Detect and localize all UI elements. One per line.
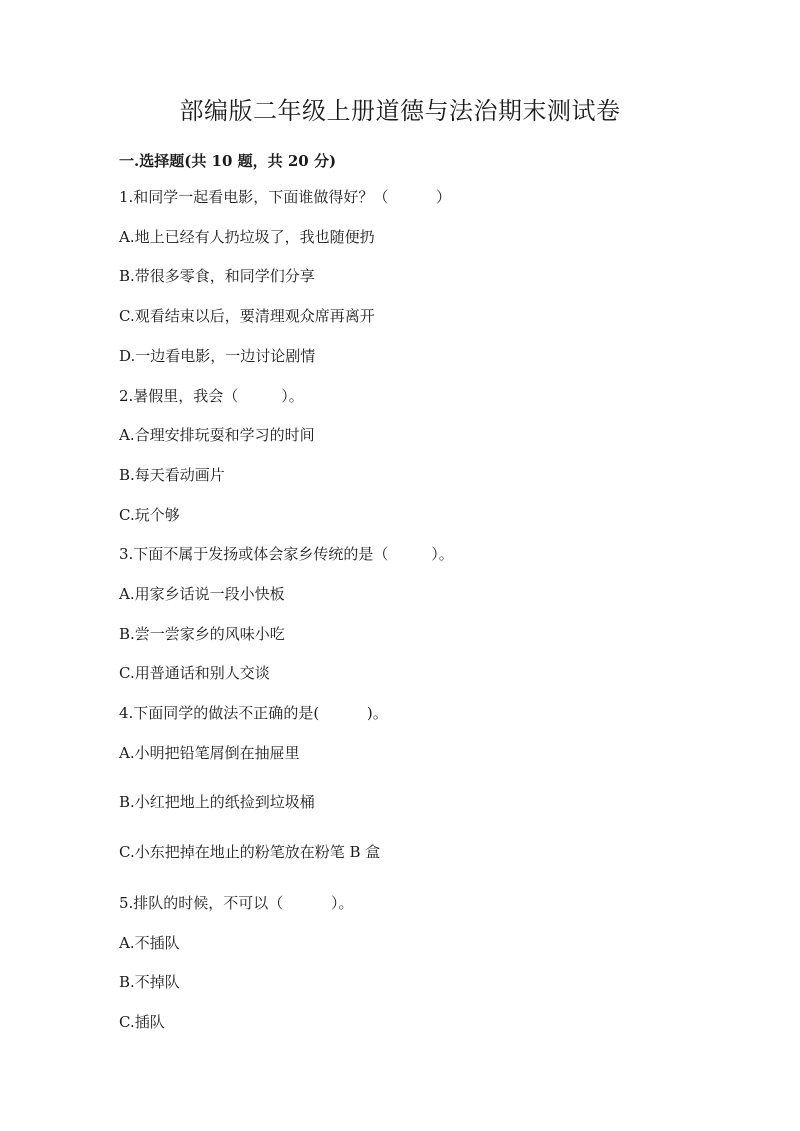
question-5-option-b: B.不掉队: [119, 973, 180, 991]
question-1-option-d: D.一边看电影，一边讨论剧情: [119, 347, 316, 365]
question-4-stem: 4.下面同学的做法不正确的是( )。: [119, 704, 388, 722]
question-1-stem: 1.和同学一起看电影，下面谁做得好？（ ）: [119, 188, 451, 206]
question-3-option-c: C.用普通话和别人交谈: [119, 664, 270, 682]
question-4-option-c: C.小东把掉在地止的粉笔放在粉笔 B 盒: [119, 843, 381, 861]
question-1-option-b: B.带很多零食，和同学们分享: [119, 267, 315, 285]
question-1-option-a: A.地上已经有人扔垃圾了，我也随便扔: [119, 228, 375, 246]
question-4-option-a: A.小明把铅笔屑倒在抽屉里: [119, 744, 300, 762]
question-3-stem: 3.下面不属于发扬或体会家乡传统的是（ ）。: [119, 545, 454, 563]
question-4-option-b: B.小红把地上的纸捡到垃圾桶: [119, 793, 315, 811]
question-5-stem: 5.排队的时候，不可以（ ）。: [119, 894, 354, 912]
question-1-option-c: C.观看结束以后，要清理观众席再离开: [119, 307, 375, 325]
question-3-option-a: A.用家乡话说一段小快板: [119, 585, 285, 603]
section-heading: 一.选择题(共 10 题，共 20 分): [119, 152, 337, 170]
page-title: 部编版二年级上册道德与法治期末测试卷: [179, 97, 621, 125]
question-3-option-b: B.尝一尝家乡的风味小吃: [119, 625, 285, 643]
question-5-option-a: A.不插队: [119, 934, 180, 952]
question-5-option-c: C.插队: [119, 1013, 165, 1031]
question-2-option-b: B.每天看动画片: [119, 466, 225, 484]
question-2-stem: 2.暑假里，我会（ ）。: [119, 387, 304, 405]
question-2-option-c: C.玩个够: [119, 506, 180, 524]
question-2-option-a: A.合理安排玩耍和学习的时间: [119, 426, 315, 444]
